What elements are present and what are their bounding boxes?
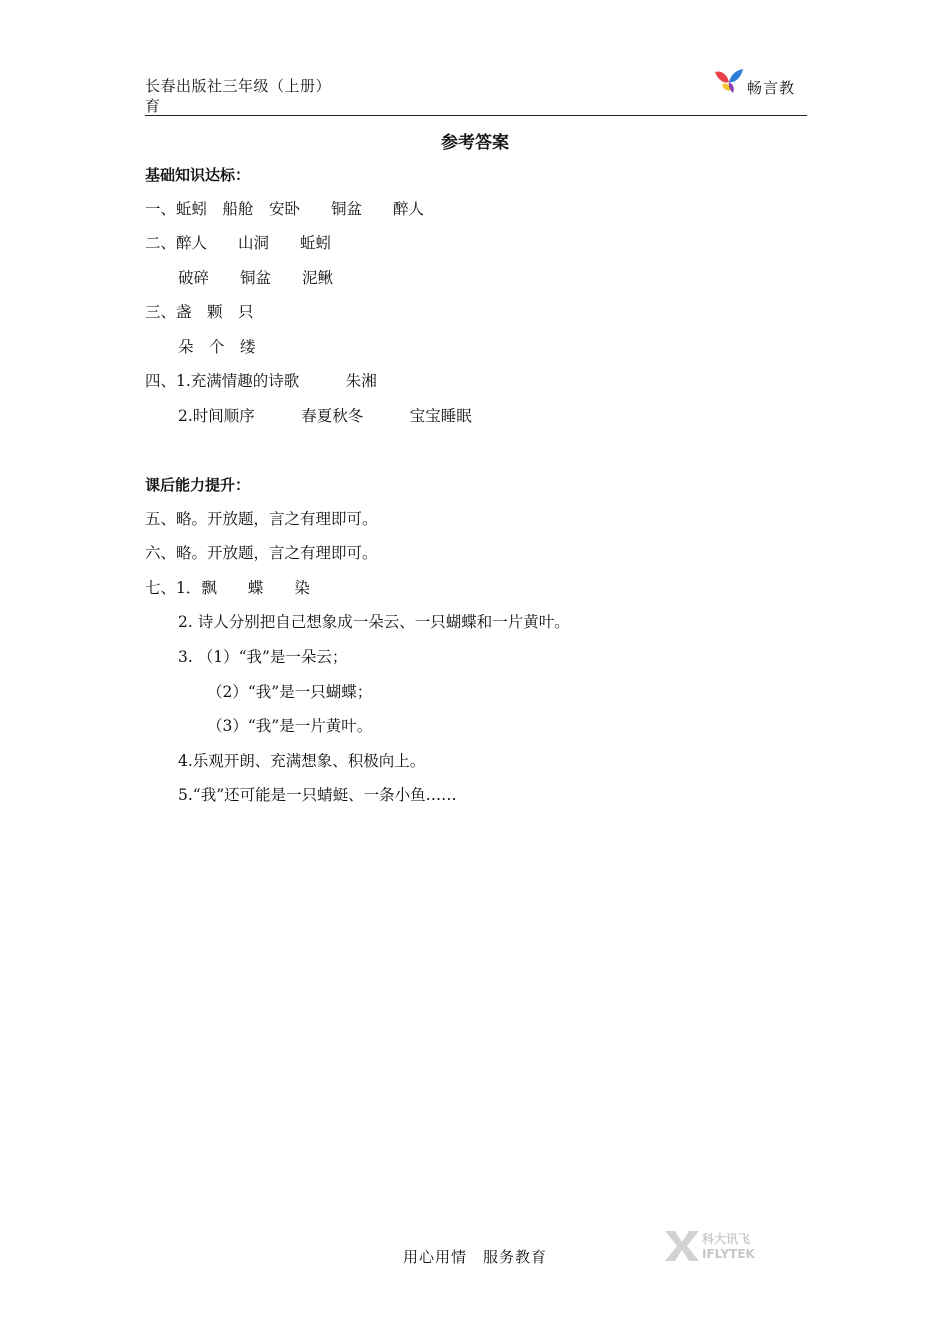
iflytek-logo-cn: 科大讯飞: [702, 1232, 751, 1246]
answer-line-q6: 六、略。开放题，言之有理即可。: [145, 544, 378, 562]
answer-line-q7-3-3: （3）“我”是一片黄叶。: [207, 717, 373, 735]
brand-name: 畅言教: [747, 79, 796, 97]
brand-logo: [713, 66, 808, 100]
answer-line-q2b: 破碎 铜盆 泥鳅: [178, 269, 334, 287]
section-heading-advanced: 课后能力提升：: [145, 476, 251, 494]
answer-line-q5: 五、略。开放题，言之有理即可。: [145, 510, 378, 528]
header-publisher-line1: 长春出版社三年级（上册）: [145, 77, 332, 95]
answer-line-q2a: 二、醉人 山洞 蚯蚓: [145, 234, 332, 252]
header-publisher-line2: 育: [145, 97, 161, 115]
bird-logo-icon: [713, 66, 745, 96]
answer-line-q1: 一、蚯蚓 船舱 安卧 铜盆 醉人: [145, 200, 425, 218]
answer-line-q7-1: 七、1．飘 蝶 染: [145, 579, 310, 597]
header-divider: [145, 115, 807, 116]
section-heading-basic: 基础知识达标：: [145, 166, 251, 184]
answer-line-q7-3-2: （2）“我”是一只蝴蝶；: [207, 683, 373, 701]
footer-slogan: 用心用情 服务教育: [402, 1248, 547, 1266]
answer-line-q4a: 四、1.充满情趣的诗歌 朱湘: [145, 372, 377, 390]
answer-line-q3b: 朵 个 缕: [178, 338, 256, 356]
iflytek-logo-en: IFLYTEK: [702, 1247, 755, 1261]
answer-line-q3a: 三、盏 颗 只: [145, 303, 254, 321]
answer-line-q7-2: 2. 诗人分别把自己想象成一朵云、一只蝴蝶和一片黄叶。: [178, 613, 570, 631]
answer-line-q4b: 2.时间顺序 春夏秋冬 宝宝睡眠: [178, 407, 472, 425]
iflytek-watermark-icon: [662, 1228, 774, 1264]
page-title: 参考答案: [441, 133, 509, 153]
answer-line-q7-3-1: 3. （1）“我”是一朵云；: [178, 648, 348, 666]
header-publisher: [145, 76, 331, 116]
answer-line-q7-4: 4.乐观开朗、充满想象、积极向上。: [178, 752, 426, 770]
iflytek-logo: [662, 1228, 774, 1264]
answer-line-q7-5: 5.“我”还可能是一只蜻蜓、一条小鱼……: [178, 786, 457, 804]
